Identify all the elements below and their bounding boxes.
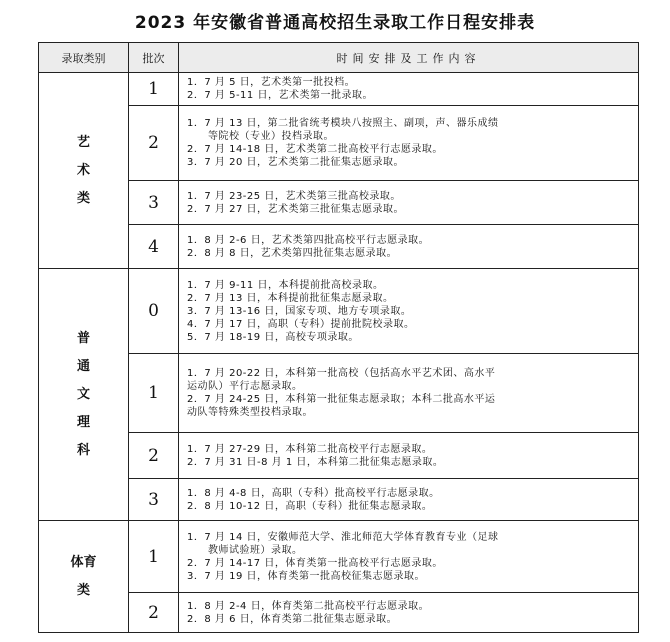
content-line: 1．7 月 14 日，安徽师范大学、淮北师范大学体育教育专业（足球 [187, 531, 499, 543]
batch-cell: 3 [129, 479, 179, 521]
category-char: 文 [76, 386, 90, 402]
content-cell [179, 106, 639, 181]
batch-cell: 0 [129, 269, 179, 354]
category-char: 类 [76, 582, 90, 598]
content-cell [179, 433, 639, 479]
content-line: 2．7 月 14-17 日，体育类第一批高校平行志愿录取。 [187, 557, 443, 569]
batch-cell: 2 [129, 106, 179, 181]
content-line: 1．8 月 2-6 日，艺术类第四批高校平行志愿录取。 [187, 234, 430, 246]
batch-cell: 1 [129, 521, 179, 593]
category-cell-art [39, 73, 129, 269]
schedule-table [38, 42, 639, 633]
batch-cell: 1 [129, 354, 179, 433]
table-row [39, 73, 639, 106]
content-line: 1．8 月 2-4 日，体育类第二批高校平行志愿录取。 [187, 600, 430, 612]
category-char: 类 [76, 190, 90, 206]
content-line: 3．7 月 20 日，艺术类第二批征集志愿录取。 [187, 157, 404, 168]
category-cell-general [39, 269, 129, 521]
content-line: 3．7 月 13-16 日，国家专项、地方专项录取。 [187, 305, 412, 317]
category-cell-sports [39, 521, 129, 633]
category-char: 艺 [76, 134, 90, 150]
content-line: 2．8 月 8 日，艺术类第四批征集志愿录取。 [187, 247, 398, 259]
content-line: 3．7 月 19 日，体育类第一批高校征集志愿录取。 [187, 570, 425, 582]
content-line: 4．7 月 17 日，高职（专科）提前批院校录取。 [187, 318, 415, 330]
table-row [39, 225, 639, 269]
content-line: 动队等特殊类型投档录取。 [187, 407, 313, 418]
batch-cell: 2 [129, 433, 179, 479]
content-cell [179, 479, 639, 521]
header-content: 时间安排及工作内容 [179, 43, 639, 73]
category-char: 科 [76, 442, 90, 458]
content-line: 1．7 月 23-25 日，艺术类第三批高校录取。 [187, 190, 401, 202]
content-cell [179, 521, 639, 593]
content-cell [179, 354, 639, 433]
header-batch: 批次 [129, 43, 179, 73]
content-line: 教师试验班）录取。 [187, 544, 303, 556]
content-line: 1．7 月 27-29 日，本科第二批高校平行志愿录取。 [187, 443, 433, 455]
content-line: 5．7 月 18-19 日，高校专项录取。 [187, 331, 359, 343]
table-row [39, 593, 639, 633]
page-title: 2023 年安徽省普通高校招生录取工作日程安排表 [134, 13, 536, 33]
content-cell [179, 73, 639, 106]
header-row [39, 43, 639, 73]
content-line: 1．7 月 9-11 日，本科提前批高校录取。 [187, 279, 384, 291]
content-cell [179, 181, 639, 225]
header-category: 录取类别 [39, 43, 129, 73]
content-line: 2．7 月 13 日，本科提前批征集志愿录取。 [187, 292, 394, 304]
batch-cell: 1 [129, 73, 179, 106]
table-row [39, 269, 639, 354]
content-line: 运动队）平行志愿录取。 [187, 381, 303, 392]
content-line: 1．7 月 5 日，艺术类第一批投档。 [187, 77, 356, 88]
content-line: 1．7 月 13 日，第二批省统考模块八按照主、副项，声、器乐成绩 [187, 118, 499, 129]
table-row [39, 521, 639, 593]
category-char: 通 [76, 358, 90, 374]
content-line: 2．7 月 31 日-8 月 1 日，本科第二批征集志愿录取。 [187, 456, 444, 468]
content-cell [179, 593, 639, 633]
batch-cell: 3 [129, 181, 179, 225]
content-line: 2．7 月 5-11 日，艺术类第一批录取。 [187, 90, 373, 101]
table-row [39, 354, 639, 433]
table-row [39, 433, 639, 479]
table-row [39, 181, 639, 225]
batch-cell: 2 [129, 593, 179, 633]
category-char: 体育 [70, 554, 97, 570]
category-char: 术 [76, 162, 90, 178]
content-cell [179, 225, 639, 269]
table-row [39, 479, 639, 521]
content-line: 等院校（专业）投档录取。 [187, 131, 334, 142]
content-line: 2．7 月 14-18 日，艺术类第二批高校平行志愿录取。 [187, 144, 443, 155]
content-line: 2．8 月 6 日，体育类第二批征集志愿录取。 [187, 613, 398, 625]
content-line: 1．7 月 20-22 日，本科第一批高校（包括高水平艺术团、高水平 [187, 368, 496, 379]
content-line: 2．7 月 24-25 日，本科第一批征集志愿录取；本科二批高水平运 [187, 394, 496, 405]
table-row [39, 106, 639, 181]
content-line: 2．8 月 10-12 日，高职（专科）批征集志愿录取。 [187, 500, 433, 512]
batch-cell: 4 [129, 225, 179, 269]
content-line: 2．7 月 27 日，艺术类第三批征集志愿录取。 [187, 203, 404, 215]
content-cell [179, 269, 639, 354]
category-char: 普 [76, 330, 90, 346]
content-line: 1．8 月 4-8 日，高职（专科）批高校平行志愿录取。 [187, 487, 440, 499]
category-char: 理 [76, 414, 90, 430]
